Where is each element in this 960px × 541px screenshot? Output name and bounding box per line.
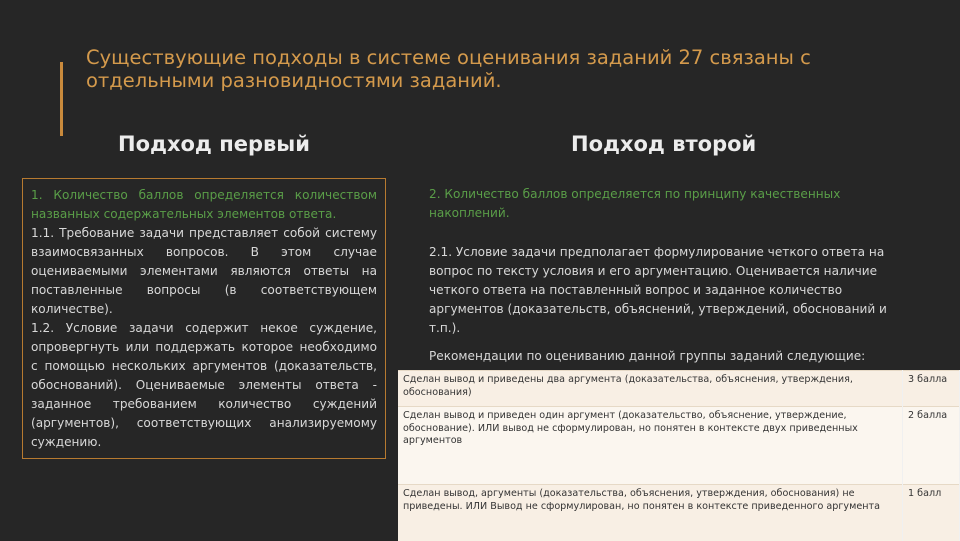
- criterion-cell: Сделан вывод, аргументы (доказательства, объяснения, утверждения, обоснования) не приведены. ИЛИ Вывод не сформулирован, но понятен в контексте приведенного аргумента: [398, 485, 903, 541]
- approach-two-point-2-1: 2.1. Условие задачи предполагает формулирование четкого ответа на вопрос по тексту условия и его аргументацию. Оценивается наличие четкого ответа на поставленный вопрос и заданное количество аргументов (доказательств, объяснений, утверждений, обоснований и т.п.).: [429, 245, 887, 335]
- points-cell: 1 балл: [903, 485, 960, 541]
- approach-two-criterion: 2. Количество баллов определяется по принципу качественных накоплений.: [429, 187, 841, 220]
- points-cell: 2 балла: [903, 407, 960, 485]
- right-heading: Подход второй: [571, 132, 757, 156]
- approach-one-criterion: 1. Количество баллов определяется количеством названных содержательных элементов ответа.: [31, 188, 377, 221]
- table-row: [398, 407, 960, 485]
- slide-title: Существующие подходы в системе оценивания заданий 27 связаны с отдельными разновидностями заданий.: [86, 46, 811, 92]
- approach-one-point-1-2: 1.2. Условие задачи содержит некое суждение, опровергнуть или поддержать которое необходимо с помощью нескольких аргументов (доказательств, обоснований). Оцениваемые элементы ответа - заданное требованием количество суждений (аргументов), соответствующих анализируемому суждению.: [31, 321, 377, 449]
- left-heading: Подход первый: [118, 132, 310, 156]
- approach-one-point-1-1: 1.1. Требование задачи представляет собой систему взаимосвязанных вопросов. В этом случае оцениваемыми элементами являются ответы на поставленные вопросы (в соответствующем количестве).: [31, 226, 377, 316]
- points-cell: 3 балла: [903, 371, 960, 407]
- criterion-cell: Сделан вывод и приведены два аргумента (доказательства, объяснения, утверждения, обоснования): [398, 371, 903, 407]
- table-row: [398, 371, 960, 407]
- criterion-cell: Сделан вывод и приведен один аргумент (доказательство, объяснение, утверждение, обоснование). ИЛИ вывод не сформулирован, но понятен в контексте двух приведенных аргументов: [398, 407, 903, 485]
- approach-one-box: [22, 178, 386, 459]
- recommendations-intro: Рекомендации по оцениванию данной группы заданий следующие:: [429, 349, 866, 363]
- table-row: [398, 485, 960, 541]
- title-accent-bar: [60, 62, 63, 136]
- scoring-table: [398, 370, 960, 541]
